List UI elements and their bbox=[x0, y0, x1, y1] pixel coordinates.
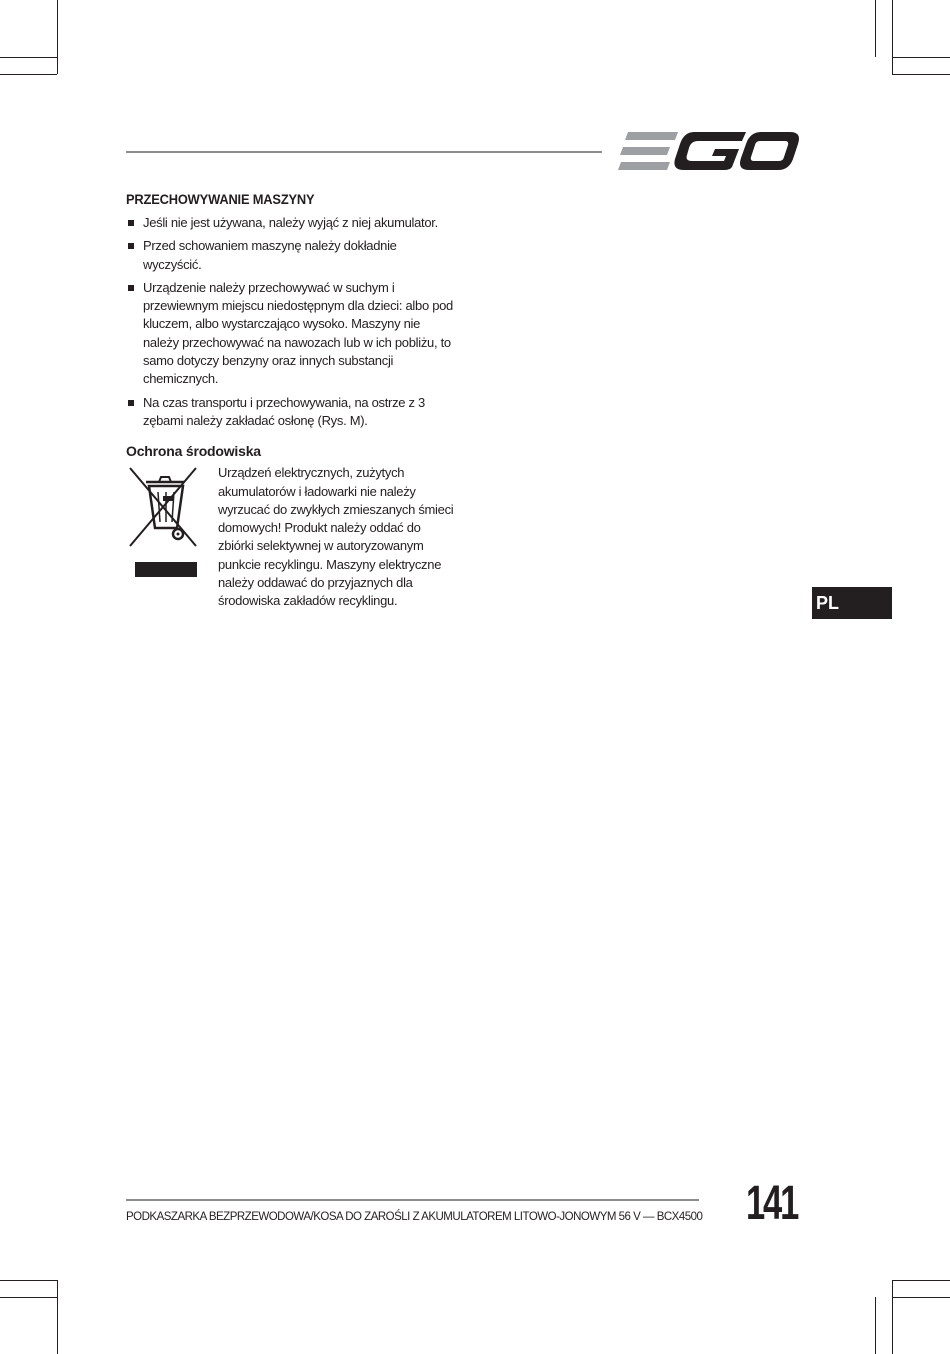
crop-mark-bottom-left-h2 bbox=[0, 1297, 57, 1298]
list-item: Urządzenie należy przechowywać w suchym i przewiewnym miejscu niedostępnym dla dzieci: albo pod kluczem, albo wystarczająco wysoko. Maszyny nie należy przechowywać na nawozach lub w ich pobliżu, to samo dotyczy benzyny oraz innych substancji chemicznych. bbox=[126, 279, 456, 389]
crop-mark-top-left-h bbox=[0, 57, 57, 58]
bullet-square-icon bbox=[128, 220, 134, 226]
storage-heading: PRZECHOWYWANIE MASZYNY bbox=[126, 191, 315, 207]
ego-logo bbox=[618, 130, 800, 172]
language-tab: PL bbox=[812, 587, 892, 619]
crossed-out-wheelie-bin-icon bbox=[126, 466, 202, 586]
crop-mark-bottom-left-v bbox=[57, 1280, 58, 1354]
footer-title: PODKASZARKA BEZPRZEWODOWA/KOSA DO ZAROŚLI Z AKUMULATOREM LITOWO-JONOWYM 56 V — BCX4500 bbox=[126, 1211, 703, 1223]
storage-list bbox=[126, 214, 456, 430]
list-item: Przed schowaniem maszynę należy dokładnie wyczyścić. bbox=[126, 237, 456, 274]
crop-mark-top-left-h2 bbox=[0, 74, 57, 75]
crop-mark-top-left-v bbox=[57, 0, 58, 74]
environment-section bbox=[126, 466, 456, 616]
crop-mark-top-right-v2 bbox=[892, 0, 893, 74]
crop-mark-bottom-right-h2 bbox=[892, 1297, 950, 1298]
crop-mark-bottom-right-v bbox=[875, 1297, 876, 1354]
bullet-square-icon bbox=[128, 243, 134, 249]
bullet-square-icon bbox=[128, 285, 134, 291]
crop-mark-top-right-h bbox=[892, 57, 950, 58]
crop-mark-bottom-right-v2 bbox=[892, 1280, 893, 1354]
crop-mark-bottom-right-h bbox=[892, 1280, 950, 1281]
page-number: 141 bbox=[746, 1177, 798, 1230]
list-item: Na czas transportu i przechowywania, na ostrze z 3 zębami należy zakładać osłonę (Rys. M). bbox=[126, 394, 456, 431]
environment-heading: Ochrona środowiska bbox=[126, 443, 261, 460]
environment-text: Urządzeń elektrycznych, zużytych akumulatorów i ładowarki nie należy wyrzucać do zwykłych zmieszanych śmieci domowych! Produkt należy oddać do zbiórki selektywnej w autoryzowanym punkcie recyklingu. Maszyny elektryczne należy oddawać do przyjaznych dla środowiska zakładów recyklingu. bbox=[218, 465, 454, 609]
crop-mark-top-right-h2 bbox=[892, 74, 950, 75]
footer-rule bbox=[126, 1199, 699, 1201]
main-content bbox=[126, 190, 456, 616]
list-item: Jeśli nie jest używana, należy wyjąć z niej akumulator. bbox=[126, 214, 456, 232]
crop-mark-bottom-left-h bbox=[0, 1280, 57, 1281]
crop-mark-top-right-v bbox=[875, 0, 876, 57]
header-rule bbox=[126, 151, 602, 153]
bullet-square-icon bbox=[128, 400, 134, 406]
